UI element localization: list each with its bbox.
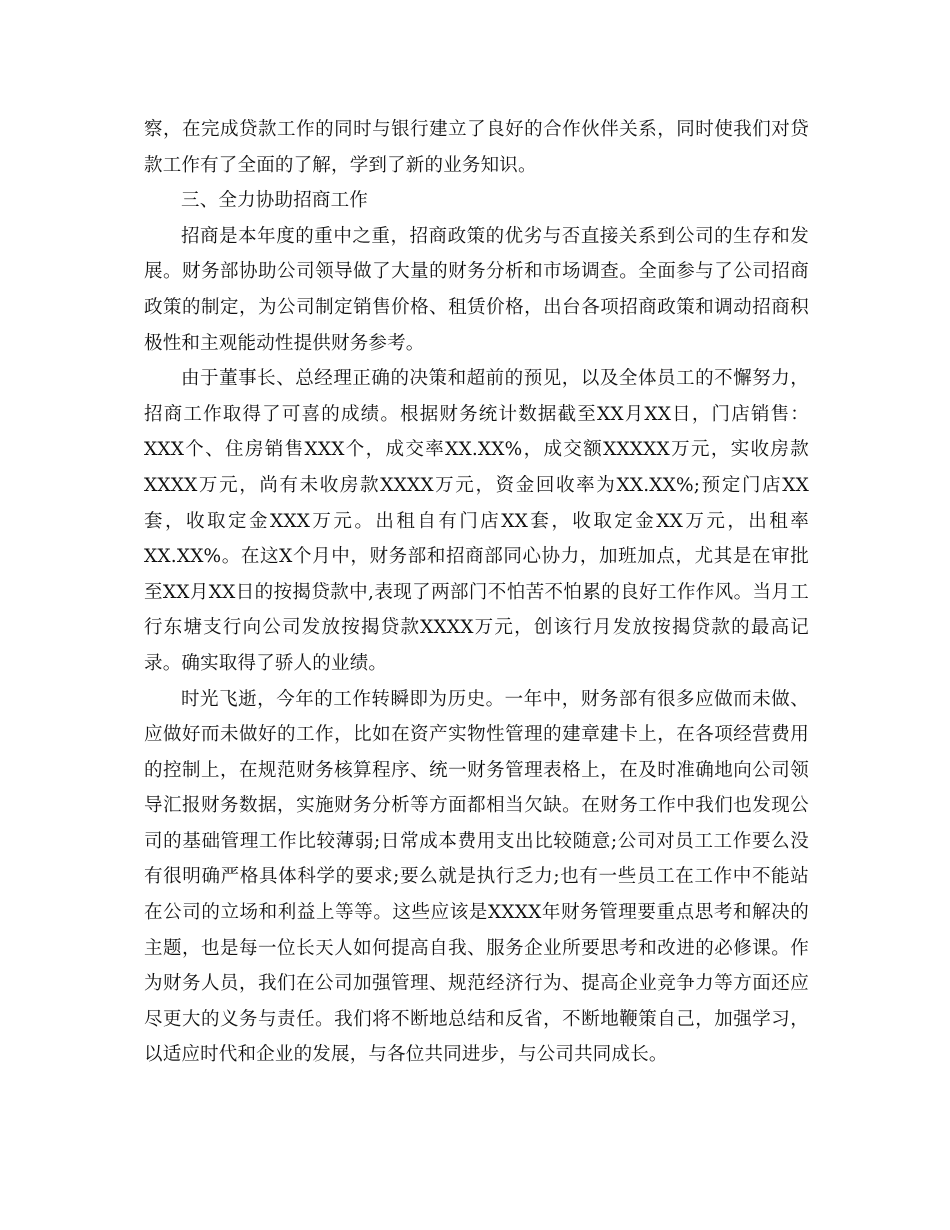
paragraph-year-review: 时光飞逝，今年的工作转瞬即为历史。一年中，财务部有很多应做而未做、应做好而未做好的工作，比如在资产实物性管理的建章建卡上，在各项经营费用的控制上，在规范财务核算程序、统一财务管理表格上，在及时准确地向公司领导汇报财务数据，实施财务分析等方面都相当欠缺。在财务工作中我们也发现公司的基础管理工作比较薄弱;日常成本费用支出比较随意;公司对员工工作要么没有很明确严格具体科学的要求;要么就是执行乏力;也有一些员工在工作中不能站在公司的立场和利益上等等。这些应该是XXXX年财务管理要重点思考和解决的主题，也是每一位长天人如何提高自我、服务企业所要思考和改进的必修课。作为财务人员，我们在公司加强管理、规范经济行为、提高企业竞争力等方面还应尽更大的义务与责任。我们将不断地总结和反省，不断地鞭策自己，加强学习，以适应时代和企业的发展，与各位共同进步，与公司共同成长。: [144, 688, 809, 1066]
paragraph-investment-policy: 招商是本年度的重中之重，招商政策的优劣与否直接关系到公司的生存和发展。财务部协助公司领导做了大量的财务分析和市场调查。全面参与了公司招商政策的制定，为公司制定销售价格、租赁价格，出台各项招商政策和调动招商积极性和主观能动性提供财务参考。: [144, 225, 809, 354]
paragraph-investment-results: 由于董事长、总经理正确的决策和超前的预见，以及全体员工的不懈努力，招商工作取得了可喜的成绩。根据财务统计数据截至XX月XX日，门店销售：XXX个、住房销售XXX个，成交率XX.XX%，成交额XXXXX万元，实收房款XXXX万元，尚有未收房款XXXX万元，资金回收率为XX.XX%;预定门店XX套，收取定金XXX万元。出租自有门店XX套，收取定金XX万元，出租率XX.XX%。在这X个月中，财务部和招商部同心协力，加班加点，尤其是在审批至XX月XX日的按揭贷款中,表现了两部门不怕苦不怕累的良好工作作风。当月工行东塘支行向公司发放按揭贷款XXXX万元，创该行月发放按揭贷款的最高记录。确实取得了骄人的业绩。: [144, 368, 809, 674]
paragraph-loan-continuation: 察，在完成贷款工作的同时与银行建立了良好的合作伙伴关系，同时使我们对贷款工作有了全面的了解，学到了新的业务知识。: [144, 119, 809, 176]
section-heading-investment: 三、全力协助招商工作: [181, 190, 369, 212]
document-body: [144, 112, 809, 1073]
